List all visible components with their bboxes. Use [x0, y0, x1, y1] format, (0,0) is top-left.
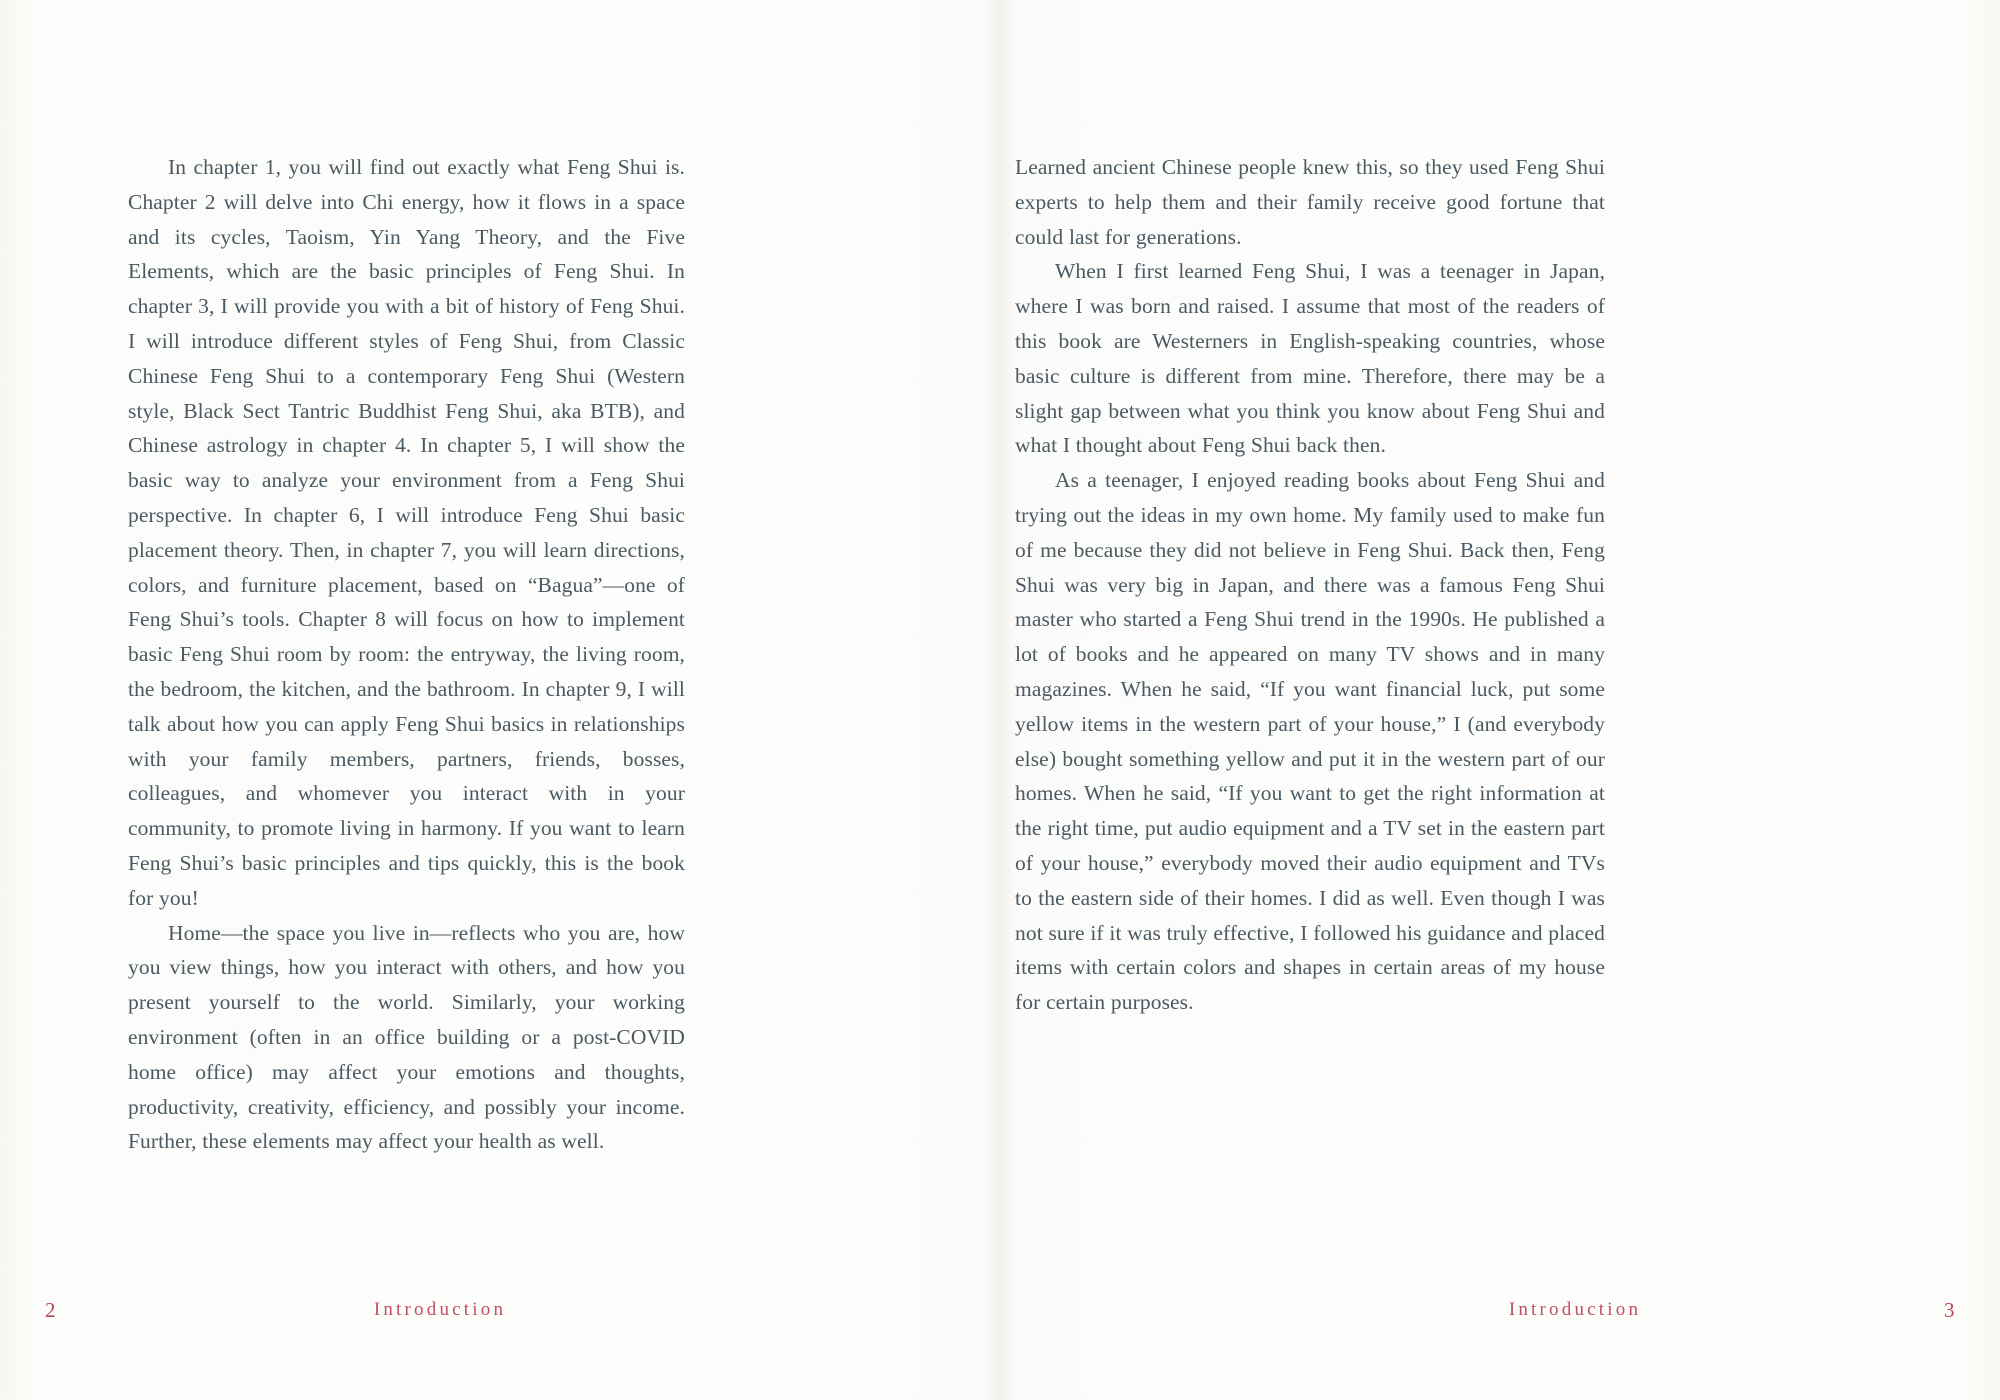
left-page-text-block — [128, 150, 685, 1159]
left-page-footer — [0, 1270, 1000, 1400]
paragraph: Home—the space you live in—reflects who you are, how you view things, how you interact with others, and how you present yourself to the world. Similarly, your working environment (often in an office building or a post-COVID home office) may affect your emotions and thoughts, productivity, creativity, efficiency, and possibly your income. Further, these elements may affect your health as well. — [128, 920, 685, 1154]
running-head: Introduction — [1508, 1299, 1642, 1320]
paragraph: Learned ancient Chinese people knew this, so they used Feng Shui experts to help them and their family receive good fortune that could last for generations. — [1015, 155, 1605, 249]
right-page-text-block — [1015, 150, 1605, 1020]
running-head: Introduction — [373, 1299, 507, 1320]
right-page-footer — [1000, 1270, 2000, 1400]
right-page — [1000, 0, 2000, 1400]
page-number: 3 — [1944, 1298, 1955, 1322]
paragraph: When I first learned Feng Shui, I was a teenager in Japan, where I was born and raised. I assume that most of the readers of this book are Westerners in English-speaking countries, whose basic culture is different from mine. Therefore, there may be a slight gap between what you think you know about Feng Shui and what I thought about Feng Shui back then. — [1015, 259, 1605, 458]
page-number: 2 — [45, 1298, 56, 1322]
paragraph: In chapter 1, you will find out exactly what Feng Shui is. Chapter 2 will delve into Chi energy, how it flows in a space and its cycles, Taoism, Yin Yang Theory, and the Five Elements, which are the basic principles of Feng Shui. In chapter 3, I will provide you with a bit of history of Feng Shui. I will introduce different styles of Feng Shui, from Classic Chinese Feng Shui to a contemporary Feng Shui (Western style, Black Sect Tantric Buddhist Feng Shui, aka BTB), and Chinese astrology in chapter 4. In chapter 5, I will show the basic way to analyze your environment from a Feng Shui perspective. In chapter 6, I will introduce Feng Shui basic placement theory. Then, in chapter 7, you will learn directions, colors, and furniture placement, based on “Bagua”—one of Feng Shui’s tools. Chapter 8 will focus on how to implement basic Feng Shui room by room: the entryway, the living room, the bedroom, the kitchen, and the bathroom. In chapter 9, I will talk about how you can apply Feng Shui basics in relationships with your family members, partners, friends, bosses, colleagues, and whomever you interact with in your community, to promote living in harmony. If you want to learn Feng Shui’s basic principles and tips quickly, this is the book for you! — [128, 155, 685, 910]
paragraph: As a teenager, I enjoyed reading books about Feng Shui and trying out the ideas in my own home. My family used to make fun of me because they did not believe in Feng Shui. Back then, Feng Shui was very big in Japan, and there was a famous Feng Shui master who started a Feng Shui trend in the 1990s. He published a lot of books and he appeared on many TV shows and in many magazines. When he said, “If you want financial luck, put some yellow items in the western part of your house,” I (and everybody else) bought something yellow and put it in the western part of our homes. When he said, “If you want to get the right information at the right time, put audio equipment and a TV set in the eastern part of your house,” everybody moved their audio equipment and TVs to the eastern side of their homes. I did as well. Even though I was not sure if it was truly effective, I followed his guidance and placed items with certain colors and shapes in certain areas of my house for certain purposes. — [1015, 468, 1605, 1015]
